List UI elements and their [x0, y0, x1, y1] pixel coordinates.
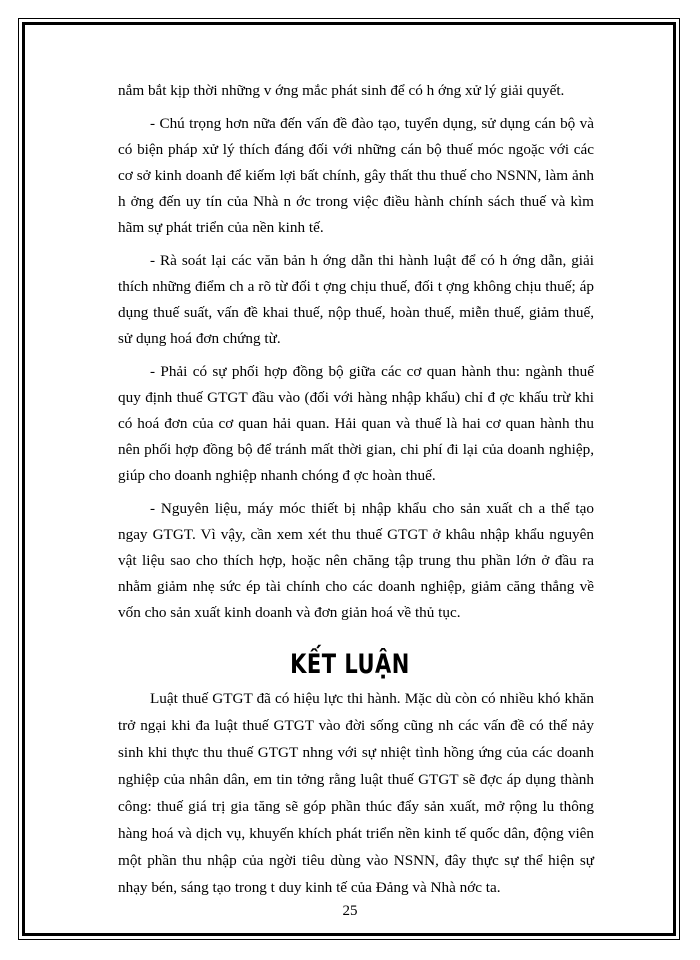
body-text: [118, 78, 594, 633]
paragraph-import-materials: - Nguyên liệu, máy móc thiết bị nhập khẩu cho sản xuất ch a thể tạo ngay GTGT. Vì vậy, cần xem xét thu thuế GTGT ở khâu nhập khẩu nguyên vật liệu sao cho thích hợp, hoặc nên chăng tập trung thu phần lớn ở đầu ra nhằm giảm nhẹ sức ép tài chính cho các doanh nghiệp, giảm căng thẳng về vốn cho sản xuất kinh doanh và đơn giản hoá về thủ tục.: [118, 500, 594, 621]
paragraph-continuation: nắm bắt kịp thời những v ớng mắc phát sinh để có h ớng xử lý giải quyết.: [118, 82, 565, 99]
paragraph-coordination: - Phải có sự phối hợp đồng bộ giữa các cơ quan hành thu: ngành thuế quy định thuế GTGT đầu vào (đối với hàng nhập khẩu) chỉ đ ợc khấu trừ khi có hoá đơn của cơ quan hải quan. Hải quan và thuế là hai cơ quan hành thu nên phối hợp đồng bộ để tránh mất thời gian, chi phí đi lại của doanh nghiệp, giúp cho doanh nghiệp nhanh chóng đ ợc hoàn thuế.: [118, 363, 594, 484]
paragraph-review-documents: - Rà soát lại các văn bản h ớng dẫn thi hành luật để có h ớng dẫn, giải thích những điểm ch a rõ từ đối t ợng chịu thuế, đối t ợng không chịu thuế; áp dụng thuế suất, vấn đề khai thuế, nộp thuế, hoàn thuế, miễn thuế, giảm thuế, sử dụng hoá đơn chứng từ.: [118, 252, 594, 347]
paragraph-training: - Chú trọng hơn nữa đến vấn đề đào tạo, tuyển dụng, sử dụng cán bộ và có biện pháp xử lý thích đáng đối với những cán bộ thuế móc ngoặc với các cơ sở kinh doanh để kiếm lợi bất chính, gây thất thu thuế cho NSNN, làm ảnh h ởng đến uy tín của Nhà n ớc trong việc điều hành chính sách thuế và kìm hãm sự phát triển của nền kinh tế.: [118, 115, 594, 236]
conclusion-paragraph: Luật thuế GTGT đã có hiệu lực thi hành. Mặc dù còn có nhiều khó khăn trở ngại khi đa luật thuế GTGT vào đời sống cũng nh các vấn đề có thể nảy sinh khi thực thu thuế GTGT nhng với sự nhiệt tình hồng ứng của các doanh nghiệp của nhân dân, em tin tởng rằng luật thuế GTGT sẽ đợc áp dụng thành công: thuế giá trị gia tăng sẽ góp phần thúc đẩy sản xuất, mở rộng lu thông hàng hoá và dịch vụ, khuyến khích phát triển nền kinh tế quốc dân, động viên một phần thu nhập của ngời tiêu dùng vào NSNN, đây thực sự thể hiện sự nhạy bén, sáng tạo trong t duy kinh tế của Đảng và Nhà nớc ta.: [118, 690, 594, 896]
page-number: 25: [342, 903, 358, 919]
section-heading: KẾT LUẬN: [290, 649, 410, 679]
